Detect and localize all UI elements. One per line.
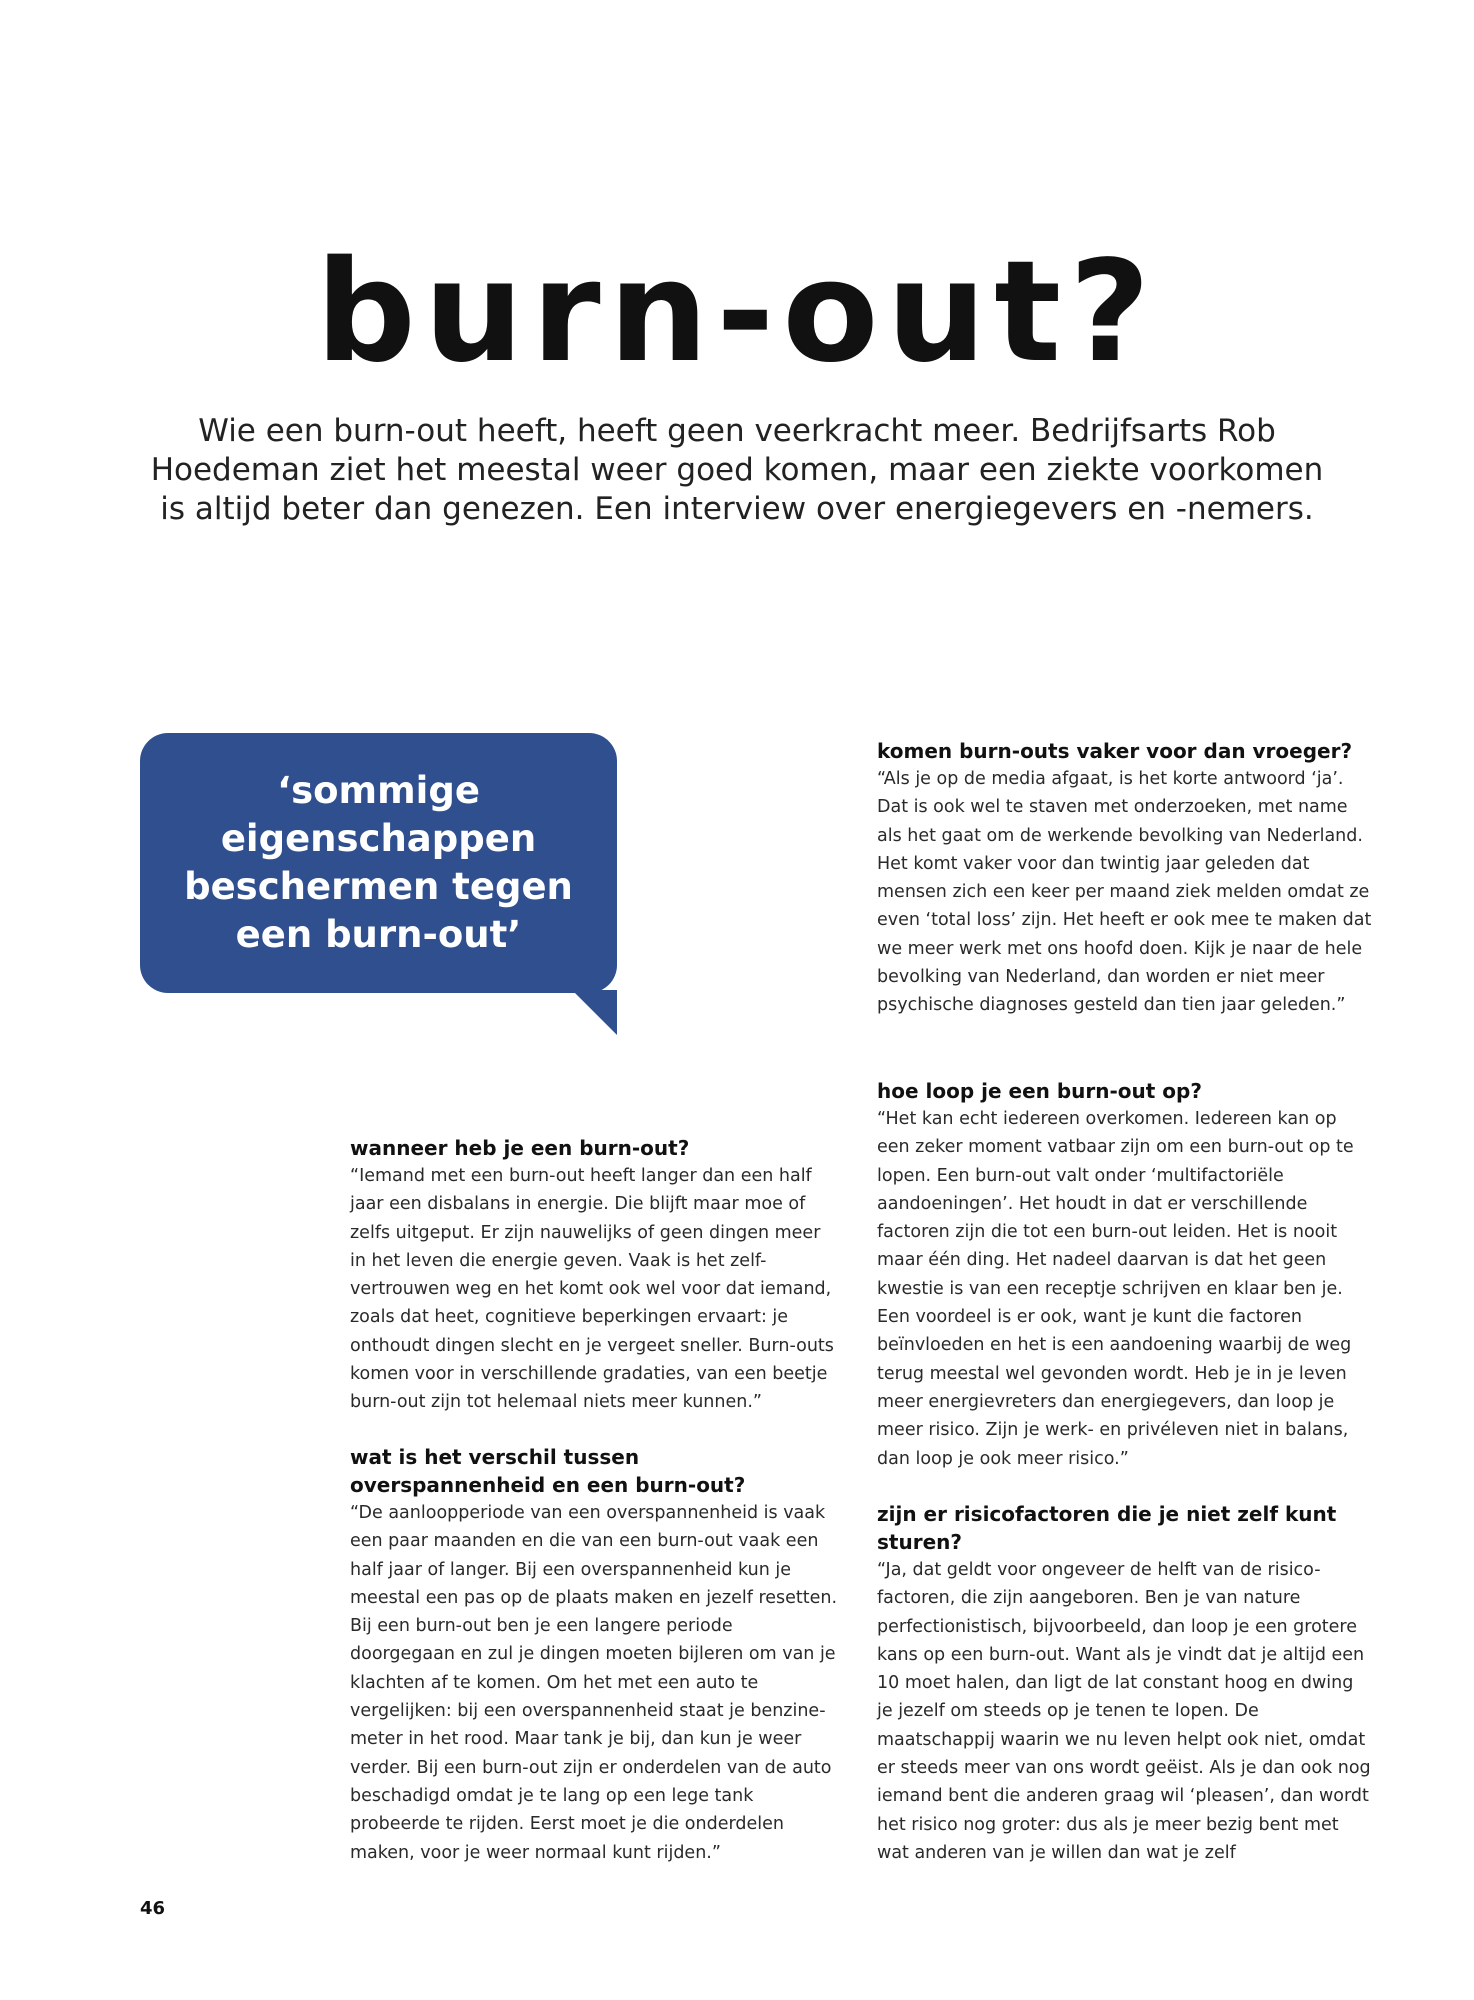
section-question: hoe loop je een burn-out op? xyxy=(877,1079,1202,1103)
section-answer: “De aanloopperiode van een overspannenheid is vaak een paar maanden en die van een burn-out vaak een half jaar of langer. Bij een overspannenheid kun je meestal een pas op de plaats maken en jezelf resetten. Bij een burn-out ben je een langere periode doorgegaan en zul je dingen moeten bijleren om van je klachten af te komen. Om het met een auto te vergelijken: bij een overspannenheid staat je benzine-meter in het rood. Maar tank je bij, dan kun je weer verder. Bij een burn-out zijn er onderdelen van de auto beschadigd omdat je te lang op een lege tank probeerde te rijden. Eerst moet je die onderdelen maken, voor je weer normaal kunt rijden.” xyxy=(350,1503,838,1863)
section-question: zijn er risicofactoren die je niet zelf kunt sturen? xyxy=(877,1502,1337,1554)
section-question: wanneer heb je een burn-out? xyxy=(350,1136,690,1160)
qa-section-risicofactoren xyxy=(877,1500,1374,1867)
pull-quote-bubble xyxy=(140,733,617,993)
intro-text: Wie een burn-out heeft, heeft geen veerkracht meer. Bedrijfsarts Rob Hoedeman ziet het meestal weer goed komen, maar een ziekte voorkomen is altijd beter dan genezen. Een interview over energiegevers en -nemers. xyxy=(150,413,1324,527)
section-answer: “Als je op de media afgaat, is het korte antwoord ‘ja’. Dat is ook wel te staven met onderzoeken, met name als het gaat om de werkende bevolking van Nederland. Het komt vaker voor dan twintig jaar geleden dat mensen zich een keer per maand ziek melden omdat ze even ‘total loss’ zijn. Het heeft er ook mee te maken dat we meer werk met ons hoofd doen. Kijk je naar de hele bevolking van Nederland, dan worden er niet meer psychische diagnoses gesteld dan tien jaar geleden.” xyxy=(877,769,1372,1016)
page-title: burn-out? xyxy=(315,231,1159,394)
qa-section-wanneer xyxy=(350,1134,840,1417)
page-number: 46 xyxy=(140,1898,166,1919)
pull-quote-text: ‘sommige eigenschappen beschermen tegen een burn-out’ xyxy=(184,769,573,956)
qa-section-oplopen xyxy=(877,1077,1374,1473)
qa-section-verschil xyxy=(350,1443,840,1867)
section-answer: “Iemand met een burn-out heeft langer dan een half jaar een disbalans in energie. Die blijft maar moe of zelfs uitgeput. Er zijn nauwelijks of geen dingen meer in het leven die energie geven. Vaak is het zelf-vertrouwen weg en het komt ook wel voor dat iemand, zoals dat heet, cognitieve beperkingen ervaart: je onthoudt dingen slecht en je vergeet sneller. Burn-outs komen voor in verschillende gradaties, van een beetje burn-out zijn tot helemaal niets meer kunnen.” xyxy=(350,1166,834,1413)
section-question: wat is het verschil tussen overspannenheid en een burn-out? xyxy=(350,1445,746,1497)
speech-bubble-tail-icon xyxy=(572,990,617,1035)
qa-section-vaker xyxy=(877,737,1374,1020)
section-answer: “Het kan echt iedereen overkomen. Iedereen kan op een zeker moment vatbaar zijn om een burn-out op te lopen. Een burn-out valt onder ‘multifactoriële aandoeningen’. Het houdt in dat er verschillende factoren zijn die tot een burn-out leiden. Het is nooit maar één ding. Het nadeel daarvan is dat het geen kwestie is van een receptje schrijven en klaar ben je. Een voordeel is er ook, want je kunt die factoren beïnvloeden en het is een aandoening waarbij de weg terug meestal wel gevonden wordt. Heb je in je leven meer energievreters dan energiegevers, dan loop je meer risico. Zijn je werk- en privéleven niet in balans, dan loop je ook meer risico.” xyxy=(877,1109,1354,1469)
section-answer: “Ja, dat geldt voor ongeveer de helft van de risico-factoren, die zijn aangeboren. Ben je van nature perfectionistisch, bijvoorbeeld, dan loop je een grotere kans op een burn-out. Want als je vindt dat je altijd een 10 moet halen, dan ligt de lat constant hoog en dwing je jezelf om steeds op je tenen te lopen. De maatschappij waarin we nu leven helpt ook niet, omdat er steeds meer van ons wordt geëist. Als je dan ook nog iemand bent die anderen graag wil ‘pleasen’, dan wordt het risico nog groter: dus als je meer bezig bent met wat anderen van je willen dan wat je zelf xyxy=(877,1560,1371,1863)
section-question: komen burn-outs vaker voor dan vroeger? xyxy=(877,739,1353,763)
